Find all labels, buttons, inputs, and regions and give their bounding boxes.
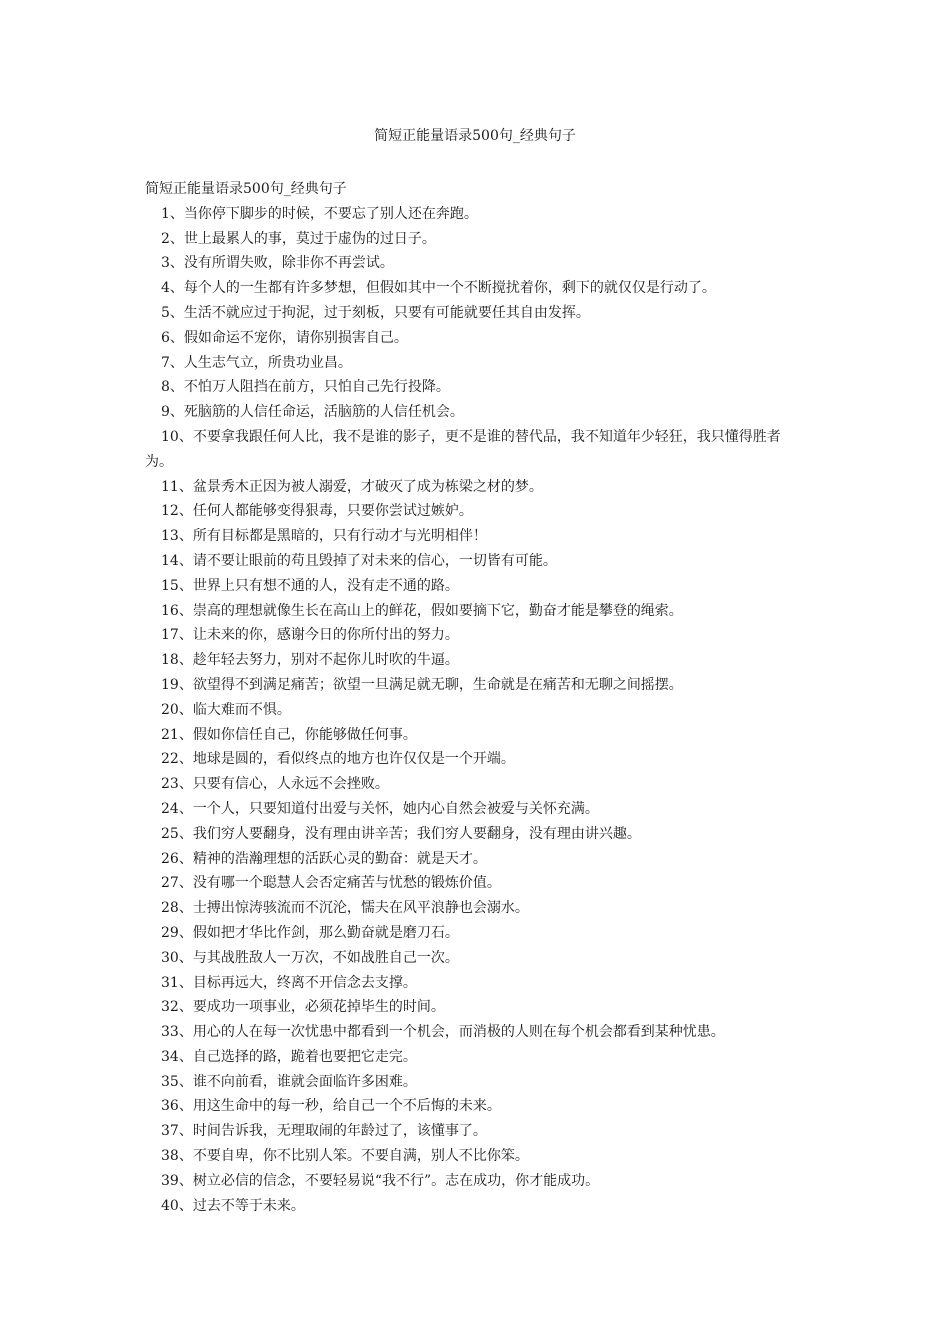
quote-item: 37、时间告诉我，无理取闹的年龄过了，该懂事了。 <box>161 1123 487 1140</box>
quote-item: 20、临大难而不惧。 <box>161 701 291 718</box>
quote-item: 19、欲望得不到满足痛苦；欲望一旦满足就无聊，生命就是在痛苦和无聊之间摇摆。 <box>161 676 683 693</box>
quote-item: 16、崇高的理想就像生长在高山上的鲜花，假如要摘下它，勤奋才能是攀登的绳索。 <box>161 602 683 619</box>
quote-item: 28、士搏出惊涛骇流而不沉沦，懦夫在风平浪静也会溺水。 <box>161 900 529 917</box>
quote-item: 7、人生志气立，所贵功业昌。 <box>161 354 352 371</box>
quote-item: 4、每个人的一生都有许多梦想，但假如其中一个不断搅扰着你，剩下的就仅仅是行动了。 <box>161 280 716 297</box>
quote-item: 10、不要拿我跟任何人比，我不是谁的影子，更不是谁的替代品，我不知道年少轻狂，我只懂得胜者为。 <box>145 428 781 470</box>
document-title: 简短正能量语录500句_经典句子 <box>374 128 576 144</box>
quote-item: 2、世上最累人的事，莫过于虚伪的过日子。 <box>161 230 436 247</box>
quote-item: 38、不要自卑，你不比别人笨。不要自满，别人不比你笨。 <box>161 1148 529 1165</box>
quote-item: 18、趁年轻去努力，别对不起你儿时吹的牛逼。 <box>161 652 459 669</box>
quote-item: 23、只要有信心，人永远不会挫败。 <box>161 776 389 793</box>
quote-item: 24、一个人，只要知道付出爱与关怀，她内心自然会被爱与关怀充满。 <box>161 800 599 817</box>
section-heading: 简短正能量语录500句_经典句子 <box>145 181 347 197</box>
quote-item: 22、地球是圆的，看似终点的地方也许仅仅是一个开端。 <box>161 751 515 768</box>
quote-item: 11、盆景秀木正因为被人溺爱，才破灭了成为栋梁之材的梦。 <box>161 478 543 495</box>
quote-item: 31、目标再远大，终离不开信念去支撑。 <box>161 974 417 991</box>
quote-item: 33、用心的人在每一次忧患中都看到一个机会，而消极的人则在每个机会都看到某种忧患。 <box>161 1024 725 1041</box>
document-body <box>145 177 805 1218</box>
quote-item: 13、所有目标都是黑暗的，只有行动才与光明相伴！ <box>161 528 487 545</box>
quote-item: 14、请不要让眼前的苟且毁掉了对未来的信心，一切皆有可能。 <box>161 552 557 569</box>
quote-list <box>145 202 805 1219</box>
quote-item: 39、树立必信的信念，不要轻易说“我不行”。志在成功，你才能成功。 <box>161 1172 600 1189</box>
quote-item: 26、精神的浩瀚理想的活跃心灵的勤奋：就是天才。 <box>161 850 487 867</box>
quote-item: 17、让未来的你，感谢今日的你所付出的努力。 <box>161 627 459 644</box>
quote-item: 25、我们穷人要翻身，没有理由讲辛苦；我们穷人要翻身，没有理由讲兴趣。 <box>161 825 641 842</box>
quote-item: 27、没有哪一个聪慧人会否定痛苦与忧愁的锻炼价值。 <box>161 875 501 892</box>
quote-item: 36、用这生命中的每一秒，给自己一个不后悔的未来。 <box>161 1098 501 1115</box>
quote-item: 12、任何人都能够变得狠毒，只要你尝试过嫉妒。 <box>161 503 473 520</box>
quote-item: 29、假如把才华比作剑，那么勤奋就是磨刀石。 <box>161 924 459 941</box>
quote-item: 5、生活不就应过于拘泥，过于刻板，只要有可能就要任其自由发挥。 <box>161 304 590 321</box>
quote-item: 6、假如命运不宠你，请你别损害自己。 <box>161 329 408 346</box>
quote-item: 32、要成功一项事业，必须花掉毕生的时间。 <box>161 999 445 1016</box>
quote-item: 40、过去不等于未来。 <box>161 1197 305 1214</box>
quote-item: 35、谁不向前看，谁就会面临许多困难。 <box>161 1073 417 1090</box>
quote-item: 30、与其战胜敌人一万次，不如战胜自己一次。 <box>161 949 459 966</box>
quote-item: 21、假如你信任自己，你能够做任何事。 <box>161 726 417 743</box>
quote-item: 15、世界上只有想不通的人，没有走不通的路。 <box>161 577 459 594</box>
quote-item: 3、没有所谓失败，除非你不再尝试。 <box>161 255 394 272</box>
quote-item: 1、当你停下脚步的时候，不要忘了别人还在奔跑。 <box>161 205 478 222</box>
quote-item: 8、不怕万人阻挡在前方，只怕自己先行投降。 <box>161 379 450 396</box>
quote-item: 9、死脑筋的人信任命运，活脑筋的人信任机会。 <box>161 404 464 421</box>
quote-item: 34、自己选择的路，跪着也要把它走完。 <box>161 1048 417 1065</box>
